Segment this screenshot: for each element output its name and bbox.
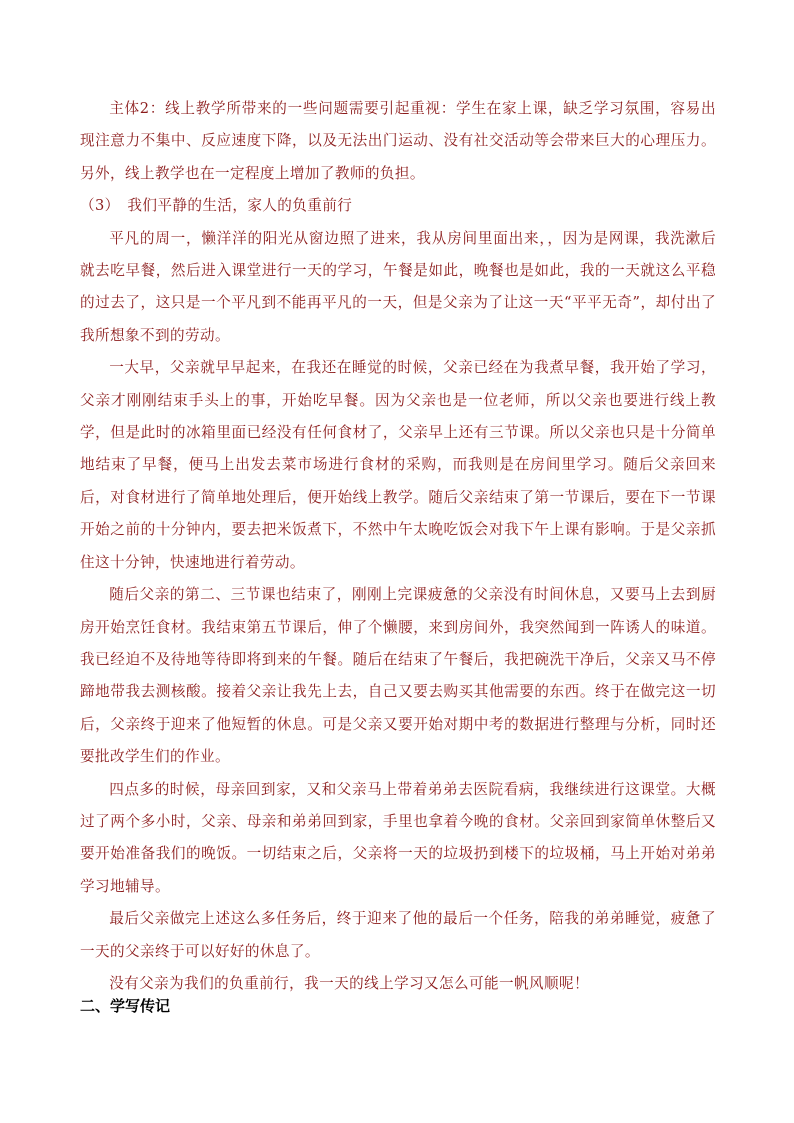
story-paragraph-1: 平凡的周一，懒洋洋的阳光从窗边照了进来，我从房间里面出来，，因为是网课，我洗漱后就去吃早餐，然后进入课堂进行一天的学习，午餐是如此，晚餐也是如此，我的一天就这么平稳的过去了，这只是一个平凡到不能再平凡的一天，但是父亲为了让这一天“平平无奇”，却付出了我所想象不到的劳动。 xyxy=(80,229,716,344)
paragraph-main-point-2: 主体2：线上教学所带来的一些问题需要引起重视：学生在家上课，缺乏学习氛围，容易出现注意力不集中、反应速度下降，以及无法出门运动、没有社交活动等会带来巨大的心理压力。另外，线上教学也在一定程度上增加了教师的负担。 xyxy=(80,100,716,182)
document-body xyxy=(80,93,716,1000)
story-paragraph-2: 一大早，父亲就早早起来，在我还在睡觉的时候，父亲已经在为我煮早餐，我开始了学习，父亲才刚刚结束手头上的事，开始吃早餐。因为父亲也是一位老师，所以父亲也要进行线上教学，但是此时的冰箱里面已经没有任何食材了，父亲早上还有三节课。所以父亲也只是十分简单地结束了早餐，便马上出发去菜市场进行食材的采购，而我则是在房间里学习。随后父亲回来后，对食材进行了简单地处理后，便开始线上教学。随后父亲结束了第一节课后，要在下一节课开始之前的十分钟内，要去把米饭煮下，不然中午太晚吃饭会对我下午上课有影响。于是父亲抓住这十分钟，快速地进行着劳动。 xyxy=(80,359,716,571)
section-heading: 二、学写传记 xyxy=(80,997,171,1015)
story-paragraph-5: 最后父亲做完上述这么多任务后，终于迎来了他的最后一个任务，陪我的弟弟睡觉，疲惫了一天的父亲终于可以好好的休息了。 xyxy=(80,910,716,960)
subheading-3: （3） 我们平静的生活，家人的负重前行 xyxy=(80,197,353,215)
story-paragraph-4: 四点多的时候，母亲回到家，又和父亲马上带着弟弟去医院看病，我继续进行这课堂。大概过了两个多小时，父亲、母亲和弟弟回到家，手里也拿着今晚的食材。父亲回到家简单休整后又要开始准备我们的晚饭。一切结束之后，父亲将一天的垃圾扔到楼下的垃圾桶，马上开始对弟弟学习地辅导。 xyxy=(80,780,716,895)
story-paragraph-6: 没有父亲为我们的负重前行，我一天的线上学习又怎么可能一帆风顺呢！ xyxy=(109,974,589,992)
story-paragraph-3: 随后父亲的第二、三节课也结束了，刚刚上完课疲惫的父亲没有时间休息，又要马上去到厨房开始烹饪食材。我结束第五节课后，伸了个懒腰，来到房间外，我突然闻到一阵诱人的味道。我已经迫不及待地等待即将到来的午餐。随后在结束了午餐后，我把碗洗干净后，父亲又马不停蹄地带我去测核酸。接着父亲让我先上去，自己又要去购买其他需要的东西。终于在做完这一切后，父亲终于迎来了他短暂的休息。可是父亲又要开始对期中考的数据进行整理与分析，同时还要批改学生们的作业。 xyxy=(80,586,716,766)
